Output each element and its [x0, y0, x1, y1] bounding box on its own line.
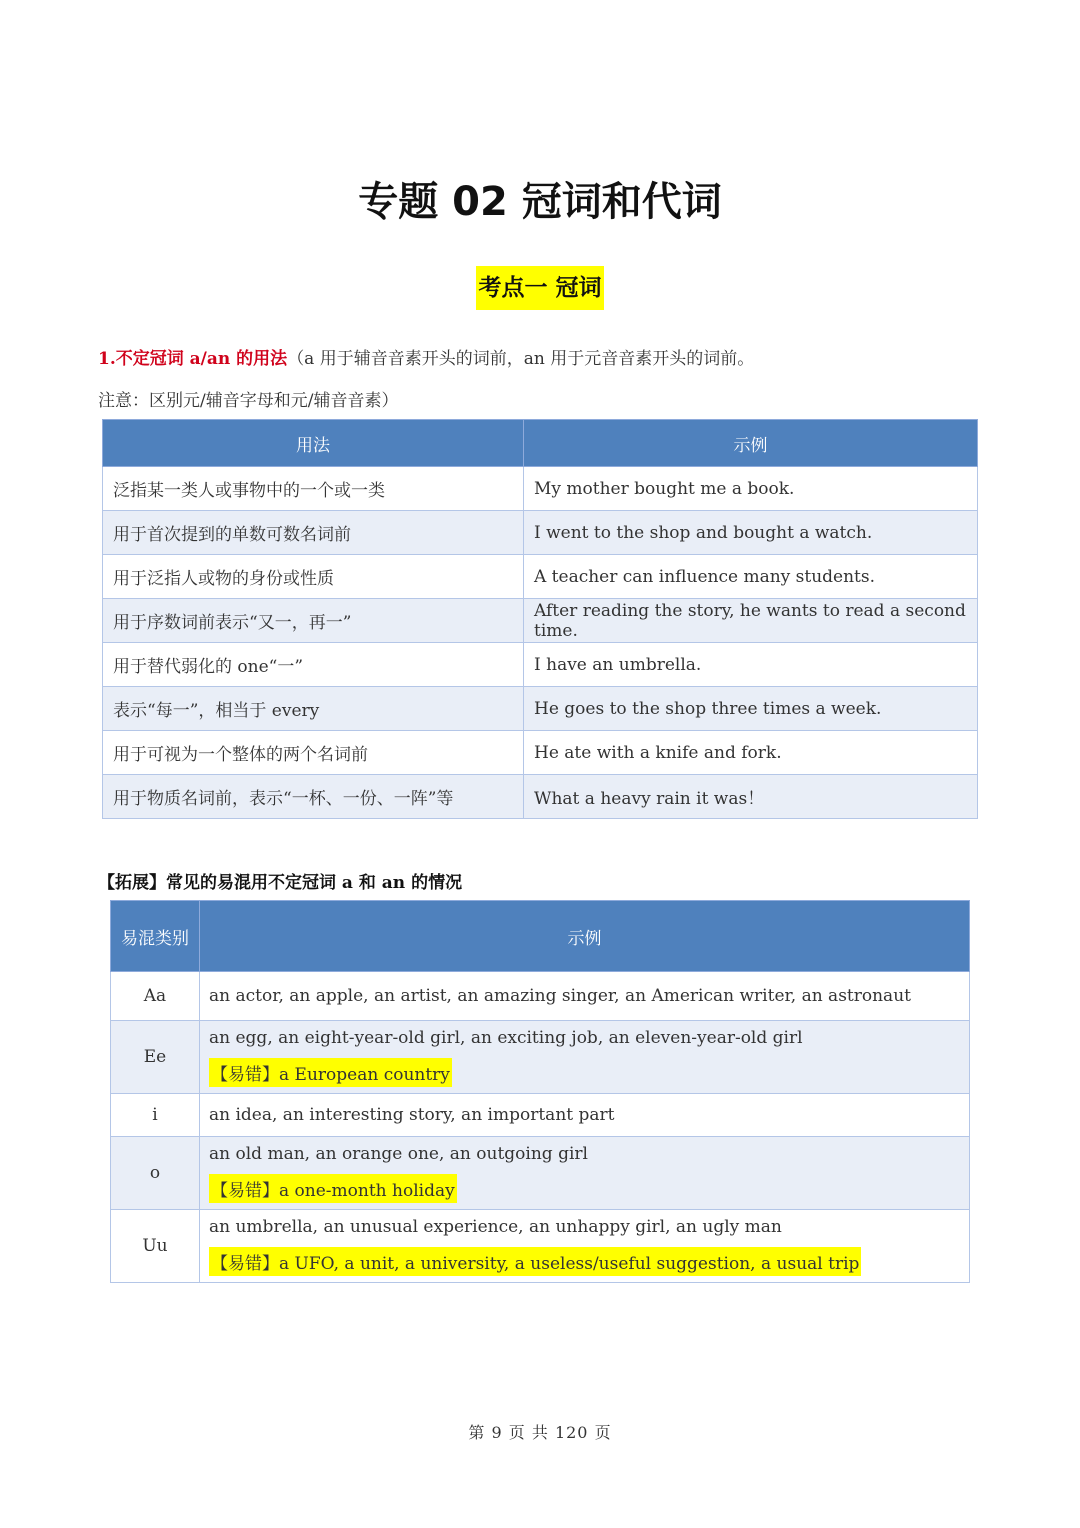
category-cell: Ee [111, 1021, 200, 1094]
error-highlight: 【易错】a one-month holiday [209, 1174, 457, 1203]
section1-intro [98, 344, 754, 369]
example-cell: What a heavy rain it was！ [524, 775, 978, 819]
table-header-row [103, 420, 978, 467]
table-row [111, 972, 970, 1021]
example-cell [200, 1021, 970, 1094]
header-category: 易混类别 [111, 901, 200, 972]
subtitle-wrapper [0, 266, 1080, 310]
usage-cell: 用于首次提到的单数可数名词前 [103, 511, 524, 555]
example-cell: He goes to the shop three times a week. [524, 687, 978, 731]
example-cell [200, 1094, 970, 1137]
category-cell: Uu [111, 1210, 200, 1283]
header-example: 示例 [524, 420, 978, 467]
table-row [103, 555, 978, 599]
table-row [103, 687, 978, 731]
example-cell: A teacher can influence many students. [524, 555, 978, 599]
example-text: an idea, an interesting story, an important part [209, 1105, 615, 1125]
header-usage: 用法 [103, 420, 524, 467]
example-cell: He ate with a knife and fork. [524, 731, 978, 775]
header-example: 示例 [200, 901, 970, 972]
usage-cell: 表示“每一”，相当于 every [103, 687, 524, 731]
example-cell: After reading the story, he wants to read a second time. [524, 599, 978, 643]
section2-heading: 【拓展】常见的易混用不定冠词 a 和 an 的情况 [98, 873, 463, 893]
table-row [103, 467, 978, 511]
confusable-article-table [110, 900, 970, 1283]
table-row [111, 1021, 970, 1094]
usage-cell: 用于泛指人或物的身份或性质 [103, 555, 524, 599]
table-row [103, 731, 978, 775]
table-row [111, 1094, 970, 1137]
usage-cell: 用于可视为一个整体的两个名词前 [103, 731, 524, 775]
usage-cell: 用于替代弱化的 one“一” [103, 643, 524, 687]
section1-desc: （a 用于辅音音素开头的词前，an 用于元音音素开头的词前。 [287, 349, 755, 369]
table-row [103, 511, 978, 555]
example-cell: My mother bought me a book. [524, 467, 978, 511]
example-text: an umbrella, an unusual experience, an unhappy girl, an ugly man [209, 1216, 782, 1237]
page-footer: 第 9 页 共 120 页 [468, 1423, 612, 1442]
example-cell [200, 1210, 970, 1283]
example-text: an actor, an apple, an artist, an amazing singer, an American writer, an astronaut [209, 986, 911, 1006]
table-row [103, 775, 978, 819]
example-text: an egg, an eight-year-old girl, an exciting job, an eleven-year-old girl [209, 1027, 803, 1048]
section-subtitle: 考点一 冠词 [476, 266, 603, 310]
table-row [111, 1210, 970, 1283]
example-cell: I went to the shop and bought a watch. [524, 511, 978, 555]
usage-cell: 用于序数词前表示“又一，再一” [103, 599, 524, 643]
table-header-row [111, 901, 970, 972]
section1-note: 注意：区别元/辅音字母和元/辅音音素） [98, 391, 399, 411]
category-cell: i [111, 1094, 200, 1137]
example-cell [200, 972, 970, 1021]
usage-cell: 泛指某一类人或事物中的一个或一类 [103, 467, 524, 511]
category-cell: o [111, 1137, 200, 1210]
example-text: an old man, an orange one, an outgoing girl [209, 1143, 588, 1164]
table-row [103, 643, 978, 687]
example-cell: I have an umbrella. [524, 643, 978, 687]
table-row [111, 1137, 970, 1210]
usage-cell: 用于物质名词前，表示“一杯、一份、一阵”等 [103, 775, 524, 819]
example-cell [200, 1137, 970, 1210]
error-highlight: 【易错】a UFO, a unit, a university, a useless/useful suggestion, a usual trip [209, 1247, 861, 1276]
table-row [103, 599, 978, 643]
error-highlight: 【易错】a European country [209, 1058, 452, 1087]
page-title: 专题 02 冠词和代词 [358, 179, 722, 225]
category-cell: Aa [111, 972, 200, 1021]
section1-heading: 1.不定冠词 a/an 的用法 [98, 349, 288, 369]
article-usage-table [102, 419, 978, 819]
